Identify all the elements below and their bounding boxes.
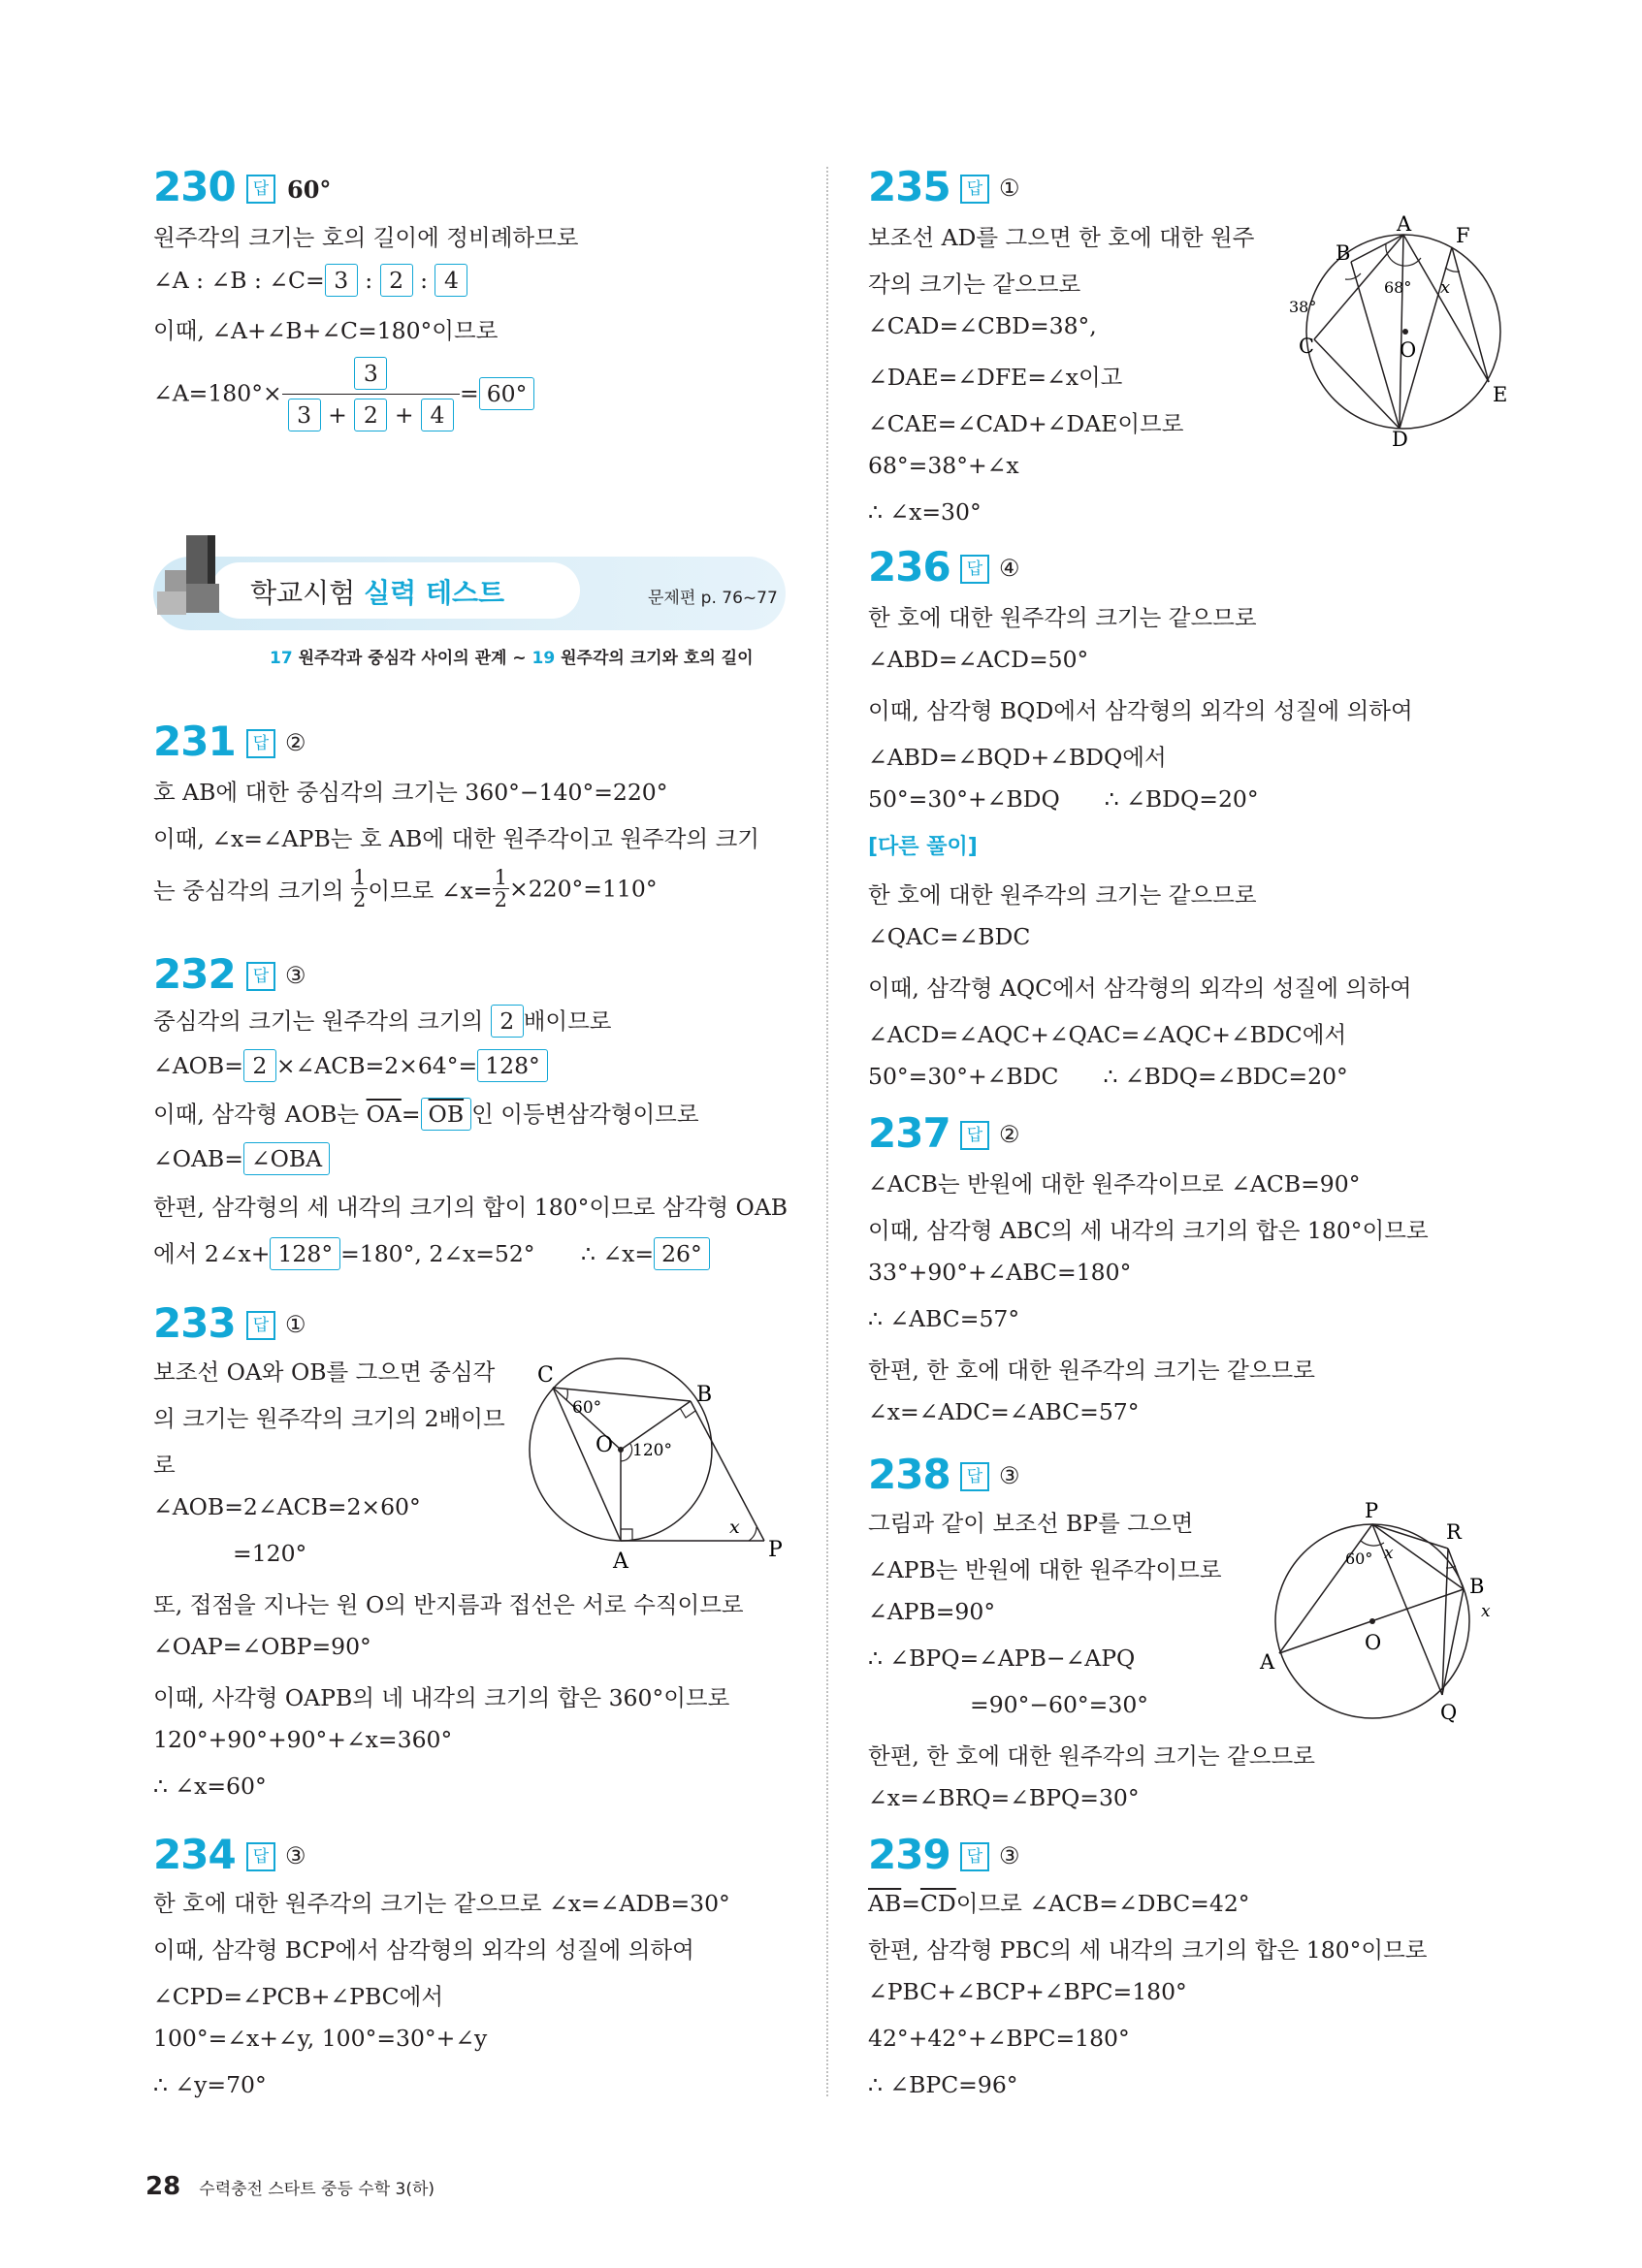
text-line: 의 크기는 원주각의 크기의 2배이므 bbox=[153, 1405, 505, 1432]
text-line: 또, 접점을 지나는 원 O의 반지름과 접선은 서로 수직이므로 bbox=[153, 1591, 744, 1618]
problem-number: 231 bbox=[153, 718, 236, 765]
text-line bbox=[868, 1063, 1348, 1090]
numerator: 1 bbox=[353, 866, 367, 889]
text: + bbox=[394, 401, 414, 429]
text-line: 한편, 삼각형의 세 내각의 크기의 합이 180°이므로 삼각형 OAB bbox=[153, 1194, 789, 1221]
blank-box: 2 bbox=[354, 399, 387, 431]
text-line: ∠DAE=∠DFE=∠x이고 bbox=[868, 364, 1123, 391]
text-line: 이때, 삼각형 ABC의 세 내각의 크기의 합은 180°이므로 bbox=[868, 1217, 1429, 1244]
unit-title: 원주각과 중심각 사이의 관계 bbox=[298, 649, 507, 668]
answer-badge: 답 bbox=[246, 175, 275, 204]
text-line: ∠ACB는 반원에 대한 원주각이므로 ∠ACB=90° bbox=[868, 1170, 1361, 1198]
point-label: B bbox=[696, 1383, 713, 1407]
text-line bbox=[868, 785, 1259, 813]
angle-label: 120° bbox=[632, 1441, 672, 1460]
text-line bbox=[153, 1096, 699, 1131]
text-line: 보조선 AD를 그으면 한 호에 대한 원주 bbox=[868, 224, 1255, 251]
text-line: 호 AB에 대한 중심각의 크기는 360°−140°=220° bbox=[153, 779, 668, 806]
text: ∴ ∠BDQ=∠BDC=20° bbox=[1103, 1063, 1348, 1090]
circle-chords-figure bbox=[1285, 212, 1518, 451]
numerator: 1 bbox=[494, 866, 507, 889]
alt-solution-label: [다른 풀이] bbox=[868, 835, 978, 859]
text: = bbox=[901, 1890, 920, 1917]
text-line: 42°+42°+∠BPC=180° bbox=[868, 2025, 1130, 2052]
text-line: ∠APB는 반원에 대한 원주각이므로 bbox=[868, 1556, 1222, 1583]
text: 50°=30°+∠BDQ bbox=[868, 785, 1060, 813]
problem-number: 234 bbox=[153, 1831, 236, 1878]
text: 이므로 ∠ACB=∠DBC=42° bbox=[955, 1890, 1250, 1917]
text-line: 한 호에 대한 원주각의 크기는 같으므로 bbox=[868, 604, 1257, 631]
point-label: C bbox=[1299, 335, 1315, 358]
text-line: 보조선 OA와 OB를 그으면 중심각 bbox=[153, 1358, 496, 1386]
answer: ③ bbox=[999, 1462, 1020, 1489]
angle-label: 68° bbox=[1384, 278, 1412, 297]
fraction bbox=[282, 355, 460, 431]
text: 배이므로 bbox=[523, 1007, 612, 1035]
text: : bbox=[365, 267, 373, 294]
answer: ③ bbox=[285, 962, 306, 989]
angle-label: x bbox=[729, 1517, 740, 1538]
text: : bbox=[420, 267, 428, 294]
text-line: 한편, 한 호에 대한 원주각의 크기는 같으므로 bbox=[868, 1742, 1315, 1770]
text-line: ∴ ∠BPC=96° bbox=[868, 2071, 1018, 2098]
problem-number: 239 bbox=[868, 1831, 950, 1878]
text-line: ∠AOB=2∠ACB=2×60° bbox=[153, 1493, 421, 1520]
fraction bbox=[493, 867, 509, 910]
text-line: ∠QAC=∠BDC bbox=[868, 923, 1031, 950]
text-line: ∠OAP=∠OBP=90° bbox=[153, 1633, 371, 1660]
text-line: 한편, 삼각형 PBC의 세 내각의 크기의 합은 180°이므로 bbox=[868, 1936, 1428, 1964]
blank-box: 60° bbox=[479, 377, 535, 410]
unit-number: 19 bbox=[531, 649, 556, 668]
answer-badge: 답 bbox=[960, 555, 989, 584]
text-line bbox=[153, 1142, 330, 1175]
text: ×∠ACB=2×64°= bbox=[275, 1052, 478, 1079]
point-label: P bbox=[1365, 1499, 1379, 1522]
arc: $\overline{CD}$ bbox=[919, 1890, 956, 1917]
text: 중심각의 크기는 원주각의 크기의 bbox=[153, 1007, 491, 1035]
angle-label: x bbox=[1384, 1544, 1394, 1563]
text-line: 한편, 한 호에 대한 원주각의 크기는 같으므로 bbox=[868, 1357, 1315, 1384]
text-line bbox=[153, 1003, 612, 1038]
text: 인 이등변삼각형이므로 bbox=[471, 1101, 699, 1128]
text-line: 120°+90°+90°+∠x=360° bbox=[153, 1726, 453, 1753]
answer-badge: 답 bbox=[960, 1462, 989, 1491]
text-line bbox=[153, 1235, 710, 1270]
point-label: F bbox=[1456, 224, 1470, 247]
answer: ③ bbox=[285, 1842, 306, 1869]
answer-badge: 답 bbox=[960, 1121, 989, 1150]
text: ∠OAB= bbox=[153, 1145, 243, 1172]
text-line: 이때, 삼각형 AQC에서 삼각형의 외각의 성질에 의하여 bbox=[868, 974, 1412, 1002]
angle-label: x bbox=[1440, 277, 1451, 298]
angle-label: x bbox=[1481, 1602, 1491, 1621]
point-label: O bbox=[1400, 338, 1417, 362]
text: =180°, 2∠x=52° bbox=[340, 1240, 535, 1267]
answer: ② bbox=[999, 1121, 1020, 1148]
unit-number: 17 bbox=[270, 649, 293, 668]
text-line: ∴ ∠ABC=57° bbox=[868, 1305, 1020, 1332]
text-line: ∠ABD=∠BQD+∠BDQ에서 bbox=[868, 744, 1167, 771]
text-line: 각의 크기는 같으므로 bbox=[868, 271, 1081, 298]
denominator: 2 bbox=[353, 888, 367, 911]
text-line: ∴ ∠BPQ=∠APB−∠APQ bbox=[868, 1645, 1136, 1672]
angle-label: 38° bbox=[1289, 298, 1317, 316]
text-line: 이때, 사각형 OAPB의 네 내각의 크기의 합은 360°이므로 bbox=[153, 1684, 730, 1711]
fraction-line bbox=[153, 355, 534, 431]
text: ×220°=110° bbox=[509, 875, 658, 903]
answer-badge: 답 bbox=[960, 175, 989, 204]
text-line: ∴ ∠x=60° bbox=[153, 1773, 267, 1800]
text: + bbox=[328, 401, 347, 429]
blank-box: $\overline{OB}$ bbox=[421, 1098, 472, 1131]
point-label: P bbox=[768, 1538, 783, 1562]
blank-box: 2 bbox=[491, 1005, 524, 1038]
point-label: Q bbox=[1440, 1701, 1458, 1724]
banner-title bbox=[250, 572, 504, 611]
text-line: ∠CPD=∠PCB+∠PBC에서 bbox=[153, 1983, 444, 2010]
problem-number: 232 bbox=[153, 950, 236, 998]
blank-box: 26° bbox=[654, 1237, 710, 1270]
answer-badge: 답 bbox=[246, 1842, 275, 1871]
fraction bbox=[351, 867, 368, 910]
text-line: =120° bbox=[233, 1540, 307, 1567]
problem-number: 233 bbox=[153, 1299, 236, 1347]
text-line: 로 bbox=[153, 1452, 176, 1479]
blank-box: 128° bbox=[477, 1049, 548, 1082]
point-label: O bbox=[1365, 1631, 1382, 1654]
arc: $\overline{AB}$ bbox=[868, 1890, 902, 1917]
angle-label: 60° bbox=[1345, 1549, 1373, 1568]
answer: ① bbox=[285, 1311, 306, 1338]
answer: ③ bbox=[999, 1842, 1020, 1869]
point-label: B bbox=[1336, 241, 1351, 265]
answer: ② bbox=[285, 729, 306, 756]
problem-number: 237 bbox=[868, 1109, 950, 1157]
text: 50°=30°+∠BDC bbox=[868, 1063, 1059, 1090]
blank-box: 128° bbox=[270, 1237, 340, 1270]
point-label: A bbox=[613, 1549, 628, 1574]
text-line: ∠CAD=∠CBD=38°, bbox=[868, 312, 1097, 339]
banner-title-part: 학교시험 bbox=[250, 577, 356, 609]
answer: ④ bbox=[999, 555, 1020, 582]
problem-number: 230 bbox=[153, 163, 236, 210]
answer-badge: 답 bbox=[246, 962, 275, 991]
text: ∴ ∠BDQ=20° bbox=[1104, 785, 1259, 813]
point-label: B bbox=[1469, 1575, 1485, 1598]
banner-subtitle bbox=[270, 644, 754, 668]
text-line: ∠CAE=∠CAD+∠DAE이므로 bbox=[868, 410, 1184, 437]
text: 는 중심각의 크기의 bbox=[153, 877, 352, 905]
blank-box: 2 bbox=[243, 1049, 276, 1082]
ratio-line bbox=[153, 264, 467, 297]
text-line: ∠ACD=∠AQC+∠QAC=∠AQC+∠BDC에서 bbox=[868, 1021, 1347, 1048]
text-line: ∠PBC+∠BCP+∠BPC=180° bbox=[868, 1978, 1187, 2005]
building-blocks-icon bbox=[157, 535, 235, 623]
text-line: =90°−60°=30° bbox=[970, 1691, 1149, 1718]
text-line: 한 호에 대한 원주각의 크기는 같으므로 bbox=[868, 881, 1257, 909]
text-line: 이때, 삼각형 BCP에서 삼각형의 외각의 성질에 의하여 bbox=[153, 1936, 694, 1964]
text: = bbox=[460, 379, 479, 407]
text: 에서 2∠x+ bbox=[153, 1240, 271, 1267]
blank-box: 4 bbox=[435, 264, 467, 297]
text-line: ∠x=∠ADC=∠ABC=57° bbox=[868, 1398, 1140, 1425]
blank-box: 3 bbox=[325, 264, 358, 297]
unit-title: 원주각의 크기와 호의 길이 bbox=[561, 649, 754, 668]
text-line: 원주각의 크기는 호의 길이에 정비례하므로 bbox=[153, 224, 579, 251]
fraction-line bbox=[153, 867, 658, 910]
point-label: D bbox=[1392, 428, 1408, 451]
circle-semicircle-figure bbox=[1256, 1498, 1518, 1726]
answer: ① bbox=[999, 175, 1020, 202]
problem-number: 236 bbox=[868, 543, 950, 591]
answer-badge: 답 bbox=[960, 1842, 989, 1871]
text-line: 이때, ∠A+∠B+∠C=180°이므로 bbox=[153, 317, 499, 344]
point-label: A bbox=[1397, 212, 1412, 236]
blank-box: 4 bbox=[421, 399, 454, 431]
text-line: 그림과 같이 보조선 BP를 그으면 bbox=[868, 1510, 1194, 1537]
angle-label: 60° bbox=[572, 1398, 602, 1418]
text-line: 100°=∠x+∠y, 100°=30°+∠y bbox=[153, 2025, 488, 2052]
text: 이므로 ∠x= bbox=[368, 877, 493, 905]
text-line: 이때, ∠x=∠APB는 호 AB에 대한 원주각이고 원주각의 크기 bbox=[153, 825, 759, 852]
page-number: 28 bbox=[145, 2172, 181, 2201]
point-label: R bbox=[1446, 1520, 1462, 1544]
text-line: 이때, 삼각형 BQD에서 삼각형의 외각의 성질에 의하여 bbox=[868, 697, 1413, 724]
column-divider bbox=[826, 167, 828, 2096]
text-line: 33°+90°+∠ABC=180° bbox=[868, 1259, 1132, 1286]
text-line: 한 호에 대한 원주각의 크기는 같으므로 ∠x=∠ADB=30° bbox=[153, 1890, 730, 1917]
book-title: 수력충전 스타트 중등 수학 3(하) bbox=[199, 2180, 435, 2199]
text: 이때, 삼각형 AOB는 bbox=[153, 1101, 367, 1128]
banner-title-highlight: 실력 테스트 bbox=[364, 577, 505, 609]
problem-number: 238 bbox=[868, 1451, 950, 1498]
text-line bbox=[153, 1049, 548, 1082]
answer-badge: 답 bbox=[246, 729, 275, 758]
text-line: ∠ABD=∠ACD=50° bbox=[868, 646, 1089, 673]
text-line bbox=[868, 1885, 1250, 1918]
text: ∴ ∠x= bbox=[581, 1240, 655, 1267]
blank-box: ∠OBA bbox=[243, 1142, 330, 1175]
point-label: O bbox=[596, 1433, 614, 1457]
denominator: 2 bbox=[494, 888, 507, 911]
blank-box: 2 bbox=[380, 264, 413, 297]
banner-page-ref: 문제편 p. 76~77 bbox=[648, 589, 778, 608]
text: ∠A=180°× bbox=[153, 379, 282, 407]
section-banner bbox=[153, 553, 786, 634]
segment: $\overline{OA}$ bbox=[366, 1101, 402, 1128]
text-line: ∠APB=90° bbox=[868, 1598, 996, 1625]
answer-badge: 답 bbox=[246, 1311, 275, 1340]
text: ~ bbox=[512, 649, 527, 668]
text: ∠A : ∠B : ∠C= bbox=[153, 267, 325, 294]
text-line: ∴ ∠x=30° bbox=[868, 498, 982, 526]
blank-box: 3 bbox=[354, 357, 387, 390]
point-label: C bbox=[537, 1363, 554, 1388]
page-footer bbox=[145, 2172, 435, 2201]
blank-box: 3 bbox=[288, 399, 321, 431]
text: = bbox=[401, 1101, 421, 1128]
text-line: ∴ ∠y=70° bbox=[153, 2071, 267, 2098]
point-label: A bbox=[1260, 1650, 1275, 1674]
answer: 60° bbox=[287, 176, 332, 204]
circle-tangent-figure bbox=[524, 1353, 795, 1574]
problem-number: 235 bbox=[868, 163, 950, 210]
point-label: E bbox=[1493, 383, 1508, 406]
text-line: ∠x=∠BRQ=∠BPQ=30° bbox=[868, 1784, 1140, 1811]
text: ∠AOB= bbox=[153, 1052, 243, 1079]
text-line: 68°=38°+∠x bbox=[868, 452, 1019, 479]
